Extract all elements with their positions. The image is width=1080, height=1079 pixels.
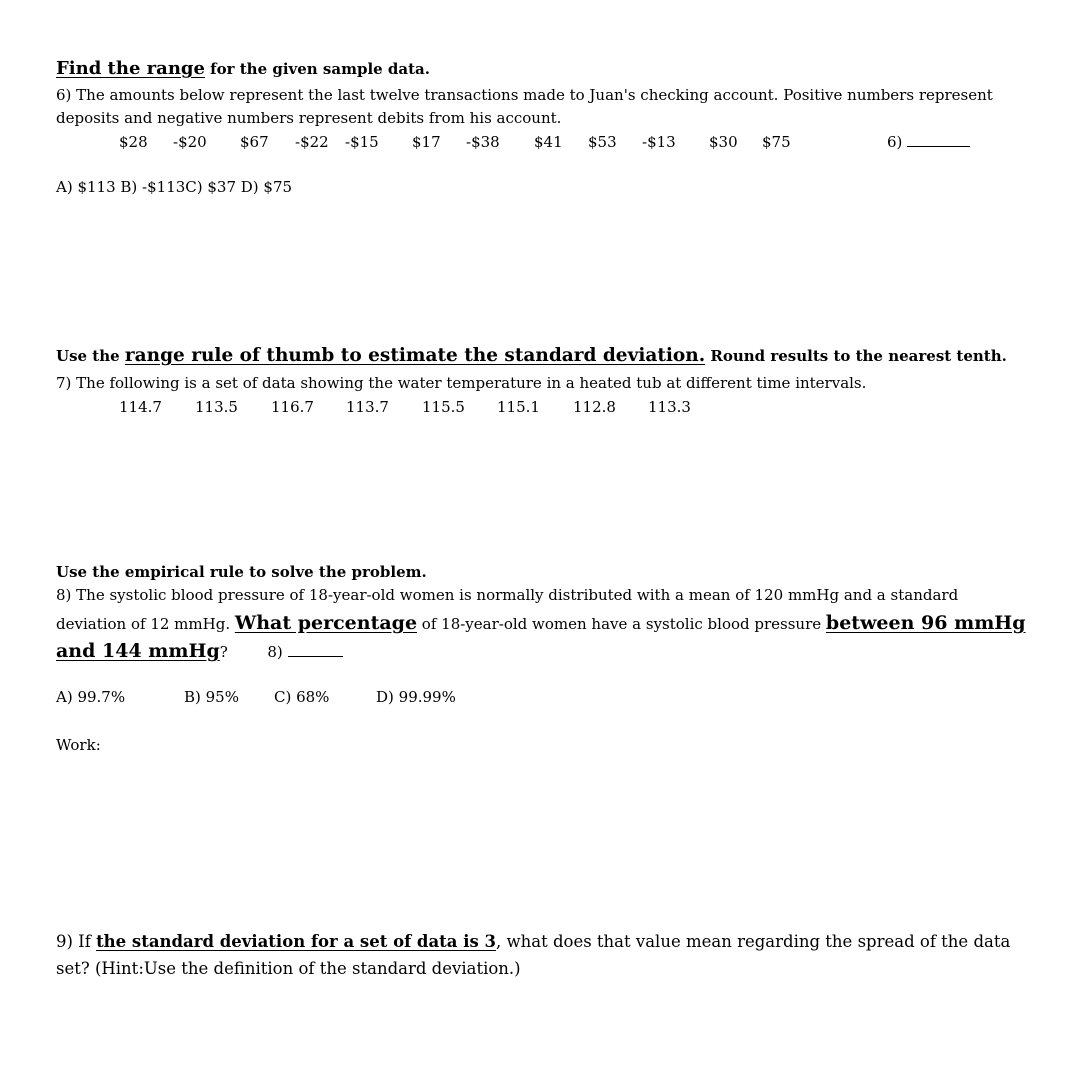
q9-emphasis: the standard deviation for a set of data is 3 (96, 932, 496, 951)
q6-heading (56, 58, 430, 79)
q8-emphasis-range-end: and 144 mmHg (56, 640, 220, 662)
q7-heading (56, 345, 1007, 366)
q9-prompt (56, 928, 1010, 982)
answer-line (907, 134, 970, 147)
q8-choice-d: D) 99.99% (376, 688, 456, 706)
q6-prompt (56, 84, 1026, 130)
q8-line2-mid: of 18-year-old women have a systolic blood pressure (417, 615, 826, 633)
q8-line3 (56, 640, 343, 662)
q6-prompt-line2: deposits and negative numbers represent debits from his account. (56, 109, 562, 127)
q6-value: $67 (240, 133, 269, 151)
q8-heading: Use the empirical rule to solve the problem. (56, 563, 427, 581)
q7-prompt: 7) The following is a set of data showing the water temperature in a heated tub at different time intervals. (56, 374, 867, 392)
q7-heading-start: Use the (56, 347, 125, 365)
q6-value: $41 (534, 133, 563, 151)
q7-value: 115.1 (497, 398, 540, 416)
q6-value: -$13 (642, 133, 676, 151)
q6-value: $75 (762, 133, 791, 151)
q8-emphasis-range-start: between 96 mmHg (825, 612, 1026, 634)
q8-line2-start: deviation of 12 mmHg. (56, 615, 235, 633)
q8-choice-b: B) 95% (184, 688, 239, 706)
q8-choice-a: A) 99.7% (56, 688, 126, 706)
q8-answer-label: 8) (267, 643, 283, 661)
q7-value: 116.7 (271, 398, 314, 416)
q6-value: -$20 (173, 133, 207, 151)
q7-value: 113.3 (648, 398, 691, 416)
q6-value: -$38 (466, 133, 500, 151)
q6-answer-label: 6) (887, 133, 903, 151)
q9-rest: , what does that value mean regarding the spread of the data (496, 932, 1011, 951)
q6-heading-emphasis: Find the range (56, 58, 205, 79)
q6-value: $17 (412, 133, 441, 151)
q6-prompt-line1: 6) The amounts below represent the last twelve transactions made to Juan's checking account. Positive numbers represent (56, 86, 993, 104)
q6-value: -$15 (345, 133, 379, 151)
q8-line3-rest: ? (219, 643, 228, 661)
q7-value: 113.5 (195, 398, 238, 416)
q7-value: 113.7 (346, 398, 389, 416)
q8-emphasis-what-percentage: What percentage (234, 612, 418, 634)
q6-value: $28 (119, 133, 148, 151)
q6-value: -$22 (295, 133, 329, 151)
q8-work-label: Work: (56, 736, 101, 754)
q9-line2: set? (Hint:Use the definition of the standard deviation.) (56, 959, 521, 978)
q6-heading-rest: for the given sample data. (204, 60, 430, 78)
answer-line[interactable] (288, 644, 343, 657)
q6-answer-blank[interactable] (887, 133, 970, 151)
q8-choice-c: C) 68% (274, 688, 330, 706)
q9-line1 (56, 928, 1010, 955)
q7-heading-emphasis: range rule of thumb to estimate the standard deviation. (124, 345, 706, 366)
q7-value: 112.8 (573, 398, 616, 416)
q6-value: $53 (588, 133, 617, 151)
q9-start: 9) If (56, 932, 97, 951)
q6-value: $30 (709, 133, 738, 151)
q8-line1: 8) The systolic blood pressure of 18-year-old women is normally distributed with a mean of 120 mmHg and a standard (56, 586, 959, 604)
q7-value: 115.5 (422, 398, 465, 416)
q7-heading-rest: Round results to the nearest tenth. (705, 347, 1007, 365)
q8-line2 (56, 612, 1026, 634)
q7-value: 114.7 (119, 398, 162, 416)
q6-choices: A) $113 B) -$113C) $37 D) $75 (56, 178, 293, 196)
